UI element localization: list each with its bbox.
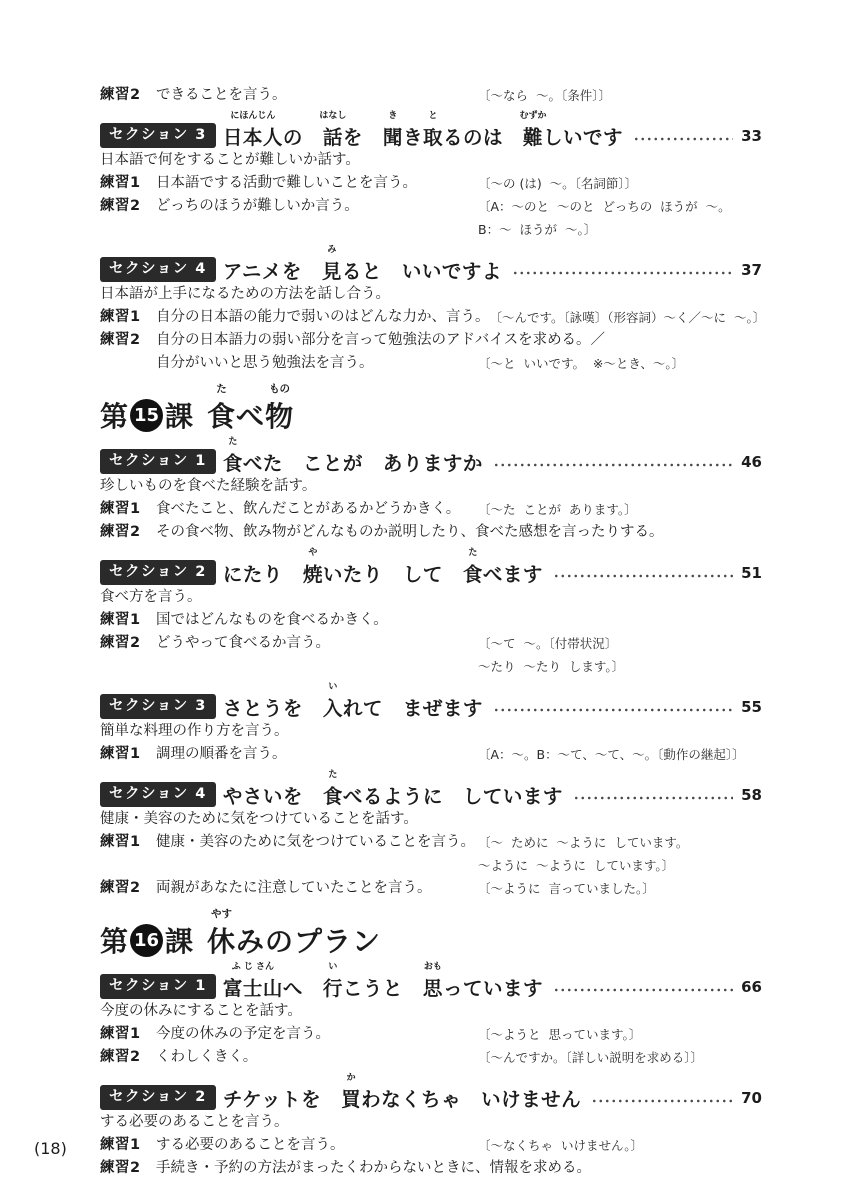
lesson-prefix: 第 (100, 400, 129, 433)
practice-label: 練習1 (100, 834, 141, 850)
grammar-note: 〔〜んです。〔詠嘆〕（形容詞）〜く／〜に 〜。〕 (489, 310, 766, 325)
practice-desc: 自分の日本語力の弱い部分を言って勉強法のアドバイスを求める。／ (156, 332, 606, 348)
section-title: アニメを 見 み ると いいですよ (222, 244, 502, 283)
practice-row (100, 84, 762, 107)
practice-label: 練習1 (100, 612, 141, 628)
dot-leader (553, 987, 733, 993)
page-ref: 33 (741, 126, 762, 145)
grammar-note: 〜ように 〜ように しています。〕 (478, 858, 675, 873)
practice-desc: くわしくきく。 (156, 1049, 258, 1065)
practice-row (100, 1046, 762, 1069)
practice-desc: 調理の順番を言う。 (156, 746, 287, 762)
grammar-note: 〔〜て 〜。〔付帯状況〕 (478, 636, 618, 651)
practice-label: 練習2 (100, 1049, 141, 1065)
grammar-note: 〔〜の (は) 〜。〔名詞節〕〕 (478, 176, 638, 191)
practice-label: 練習2 (100, 524, 141, 540)
dot-leader (493, 707, 733, 713)
dot-leader (591, 1098, 733, 1104)
lesson-header (100, 385, 762, 433)
section-title: にたり 焼 や いたり して 食 た べます (222, 547, 543, 586)
dot-leader (493, 462, 733, 468)
practice-desc: 自分の日本語の能力で弱いのはどんな力か、言う。 (156, 309, 490, 325)
section-summary: する必要のあることを言う。 (100, 1114, 289, 1130)
practice-desc: 自分がいいと思う勉強法を言う。 (156, 355, 374, 371)
practice-desc: 国ではどんなものを食べるかきく。 (156, 612, 388, 628)
page-footer-number: (18) (34, 1139, 67, 1158)
practice-desc: できることを言う。 (156, 87, 287, 103)
practice-row (100, 1134, 762, 1157)
toc-section (100, 110, 762, 241)
practice-row (100, 329, 762, 352)
practice-row (100, 655, 762, 678)
page-ref: 55 (741, 697, 762, 716)
section-badge: セクション 1 (100, 449, 216, 474)
practice-label: 練習2 (100, 1160, 141, 1176)
section-header (100, 110, 762, 149)
practice-label: 練習1 (100, 309, 141, 325)
toc-section (100, 961, 762, 1069)
page-ref: 51 (741, 563, 762, 582)
practice-row (100, 609, 762, 632)
page-ref: 46 (741, 452, 762, 471)
section-header (100, 961, 762, 1000)
section-header (100, 1072, 762, 1111)
lesson-prefix: 第 (100, 925, 129, 958)
section-header (100, 769, 762, 808)
practice-label: 練習1 (100, 501, 141, 517)
section-summary: 簡単な料理の作り方を言う。 (100, 723, 289, 739)
toc-section (100, 436, 762, 544)
practice-label: 練習1 (100, 746, 141, 762)
grammar-note: 〔〜なくちゃ いけません。〕 (478, 1138, 643, 1153)
practice-row (100, 218, 762, 241)
lesson-header (100, 910, 762, 958)
practice-row (100, 831, 762, 854)
grammar-note: 〜たり 〜たり します。〕 (478, 659, 625, 674)
section-summary: 食べ方を言う。 (100, 589, 202, 605)
practice-row (100, 743, 762, 766)
practice-desc: 両親があなたに注意していたことを言う。 (156, 880, 432, 896)
dot-leader (633, 136, 733, 142)
toc-section (100, 681, 762, 766)
section-badge: セクション 3 (100, 694, 216, 719)
dot-leader (573, 795, 733, 801)
toc-section (100, 1072, 762, 1180)
toc-section (100, 244, 766, 375)
section-title: やさいを 食 た べるように しています (222, 769, 563, 808)
grammar-note: B：〜 ほうが 〜。〕 (478, 222, 597, 237)
practice-row (100, 854, 762, 877)
practice-desc: 食べたこと、飲んだことがあるかどうかきく。 (156, 501, 461, 517)
practice-row (100, 632, 762, 655)
lesson-title: 食 た べ物 もの (207, 383, 295, 433)
grammar-note: 〔〜ように 言っていました。〕 (478, 881, 655, 896)
toc-section (100, 769, 762, 900)
grammar-note: 〔〜 ために 〜ように しています。 (478, 835, 689, 850)
practice-desc: 今度の休みの予定を言う。 (156, 1026, 330, 1042)
section-summary: 今度の休みにすることを話す。 (100, 1003, 302, 1019)
section-summary: 珍しいものを食べた経験を話す。 (100, 478, 317, 494)
section-title: 富士山 ふ じ さん へ 行 い こうと 思 おも っています (222, 961, 543, 1000)
grammar-note: 〔A：〜。B：〜て、〜て、〜。〔動作の継起〕〕 (478, 747, 745, 762)
lesson-number-circle: 16 (130, 924, 163, 957)
practice-label: 練習2 (100, 880, 141, 896)
practice-desc: どうやって食べるか言う。 (156, 635, 330, 651)
practice-desc: 手続き・予約の方法がまったくわからないときに、情報を求める。 (156, 1160, 591, 1176)
practice-desc: 健康・美容のために気をつけていることを言う。 (156, 834, 475, 850)
practice-row (100, 306, 766, 329)
practice-label: 練習2 (100, 332, 141, 348)
practice-label: 練習1 (100, 175, 141, 191)
section-summary: 健康・美容のために気をつけていることを話す。 (100, 811, 418, 827)
page-ref: 37 (741, 260, 762, 279)
practice-desc: 日本語でする活動で難しいことを言う。 (156, 175, 417, 191)
lesson-suffix: 課 (165, 400, 194, 433)
lesson-suffix: 課 (165, 925, 194, 958)
section-summary: 日本語が上手になるための方法を話し合う。 (100, 286, 390, 302)
practice-label: 練習1 (100, 1137, 141, 1153)
practice-label: 練習1 (100, 1026, 141, 1042)
section-badge: セクション 4 (100, 782, 216, 807)
practice-row (100, 521, 762, 544)
section-summary: 日本語で何をすることが難しいか話す。 (100, 152, 360, 168)
grammar-note: 〔〜んですか。〔詳しい説明を求める〕〕 (478, 1050, 704, 1065)
dot-leader (553, 573, 733, 579)
grammar-note: 〔〜なら 〜。〔条件〕〕 (478, 88, 611, 103)
practice-row (100, 498, 762, 521)
section-header (100, 681, 762, 720)
section-header (100, 244, 762, 283)
section-title: 日本人 にほんじん の 話 はなし を 聞 き き取 と るのは 難 むずか しいです (222, 110, 624, 149)
practice-row (100, 195, 762, 218)
grammar-note: 〔〜た ことが あります。〕 (478, 502, 637, 517)
section-badge: セクション 1 (100, 974, 216, 999)
section-title: さとうを 入 い れて まぜます (222, 681, 483, 720)
practice-row (100, 1157, 762, 1180)
toc-section (100, 547, 762, 678)
section-badge: セクション 2 (100, 560, 216, 585)
practice-row (100, 1023, 762, 1046)
grammar-note: 〔〜ようと 思っています。〕 (478, 1027, 642, 1042)
grammar-note: 〔A：〜のと 〜のと どっちの ほうが 〜。 (478, 199, 731, 214)
practice-desc: その食べ物、飲み物がどんなものか説明したり、食べた感想を言ったりする。 (156, 524, 664, 540)
page-ref: 70 (741, 1088, 762, 1107)
section-badge: セクション 3 (100, 123, 216, 148)
lesson-number-circle: 15 (130, 399, 163, 432)
section-badge: セクション 2 (100, 1085, 216, 1110)
practice-label: 練習2 (100, 198, 141, 214)
page-ref: 58 (741, 785, 762, 804)
practice-label: 練習2 (100, 635, 141, 651)
page-ref: 66 (741, 977, 762, 996)
practice-label: 練習2 (100, 87, 141, 103)
section-header (100, 547, 762, 586)
practice-row (100, 877, 762, 900)
section-badge: セクション 4 (100, 257, 216, 282)
section-title: チケットを 買 か わなくちゃ いけません (222, 1072, 582, 1111)
dot-leader (512, 270, 733, 276)
practice-row (100, 172, 762, 195)
section-header (100, 436, 762, 475)
practice-desc: どっちのほうが難しいか言う。 (156, 198, 359, 214)
grammar-note: 〔〜と いいです。 ※〜とき、〜。〕 (478, 356, 685, 371)
lesson-title: 休 やす みのプラン (207, 908, 382, 958)
section-title: 食 た べた ことが ありますか (222, 436, 483, 475)
practice-desc: する必要のあることを言う。 (156, 1137, 345, 1153)
practice-row (100, 352, 762, 375)
